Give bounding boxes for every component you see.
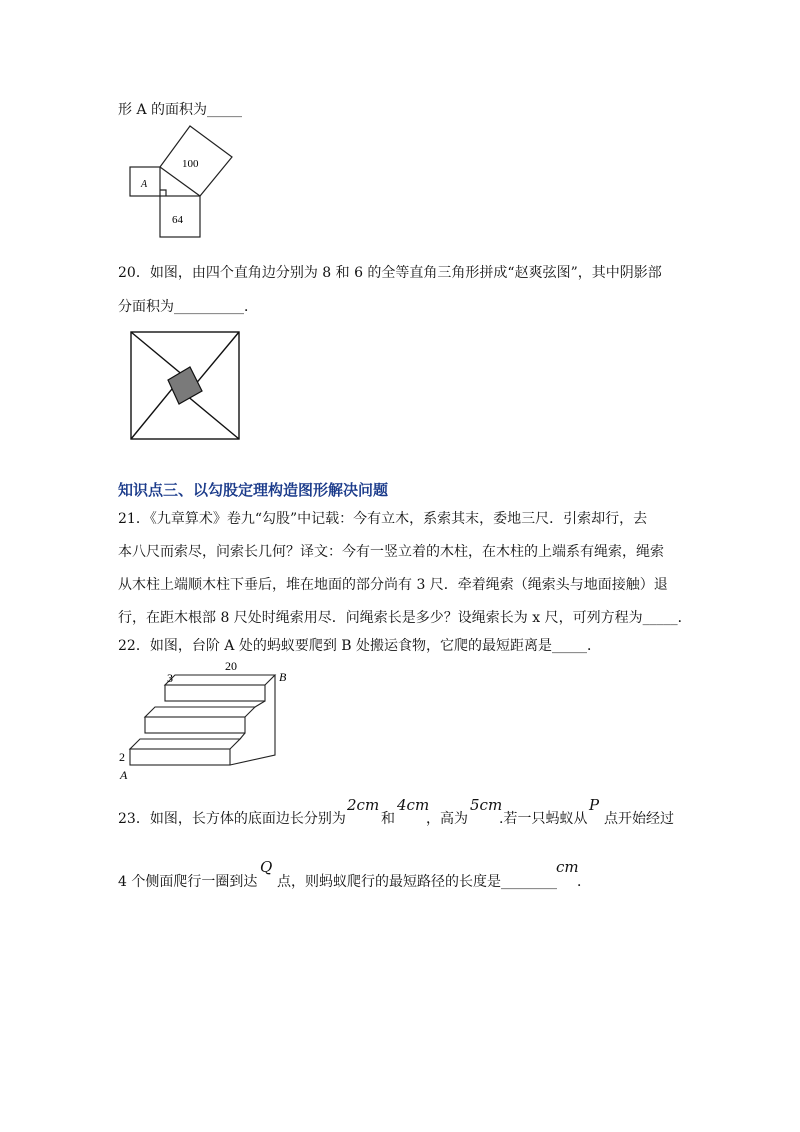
q23-line1-b: 和 [381,811,395,827]
q23-math-4cm: 4cm [397,796,430,814]
step-bot-face [130,739,240,749]
q23-math-p: P [589,796,600,814]
q23-line1-e: 点开始经过 [604,811,674,827]
q23-line1-c: ，高为 [426,811,468,827]
q23-math-2cm: 2cm [347,796,380,814]
q20-line2: 分面积为__________． [118,299,258,315]
label-a: A [120,768,128,780]
q23-math-5cm: 5cm [470,796,503,814]
q23-line2-a: 4 个侧面爬行一圈到达 [118,874,258,890]
q23-line1-d: .若一只蚂蚁从 [499,811,588,827]
label-100: 100 [182,158,199,170]
q23-math-q: Q [260,858,273,876]
step-mid-front [145,717,245,733]
step-mid-face [145,707,255,717]
q23-line1-a: 23．如图，长方体的底面边长分别为 [118,811,346,827]
label-20: 20 [225,659,237,673]
section-title: 知识点三、以勾股定理构造图形解决问题 [118,481,389,499]
step-bot-front [130,749,230,765]
q23-line2-c: ． [577,874,591,890]
q22-figure [115,655,295,780]
q21-line2: 本八尺而索尽，问索长几何？译文：今有一竖立着的木柱，在木柱的上端系有绳索，绳索 [118,544,664,560]
q20-line1: 20．如图，由四个直角边分别为 8 和 6 的全等直角三角形拼成“赵爽弦图”，其中阴影部 [118,265,662,281]
q20-figure [128,330,242,442]
label-2: 2 [119,750,125,764]
label-64: 64 [172,214,183,226]
label-3: 3 [167,671,173,685]
step-top-face [165,675,275,685]
q19-figure [115,120,255,245]
shaded-square [168,367,202,404]
label-a: A [141,179,148,190]
q21-line1: 21．《九章算术》卷九“勾股”中记载：今有立木，系索其末，委地三尺．引索却行，去 [118,511,648,527]
q23-line2-b: 点，则蚂蚁爬行的最短路径的长度是________ [277,874,557,890]
q23-math-cm: cm [556,858,579,876]
label-b: B [279,670,287,684]
q19-text: 形 A 的面积为_____ [118,102,243,118]
right-angle-mark [160,190,166,196]
q22-line1: 22．如图，台阶 A 处的蚂蚁要爬到 B 处搬运食物，它爬的最短距离是_____． [118,638,602,654]
q21-line3: 从木柱上端顺木柱下垂后，堆在地面的部分尚有 3 尺．牵着绳索（绳索头与地面接触）退 [118,577,668,593]
step-top-front [165,685,265,701]
side-outline [230,675,275,765]
q21-line4: 行，在距木根部 8 尺处时绳索用尽．问绳索长是多少？设绳索长为 x 尺，可列方程为_____． [118,610,692,626]
